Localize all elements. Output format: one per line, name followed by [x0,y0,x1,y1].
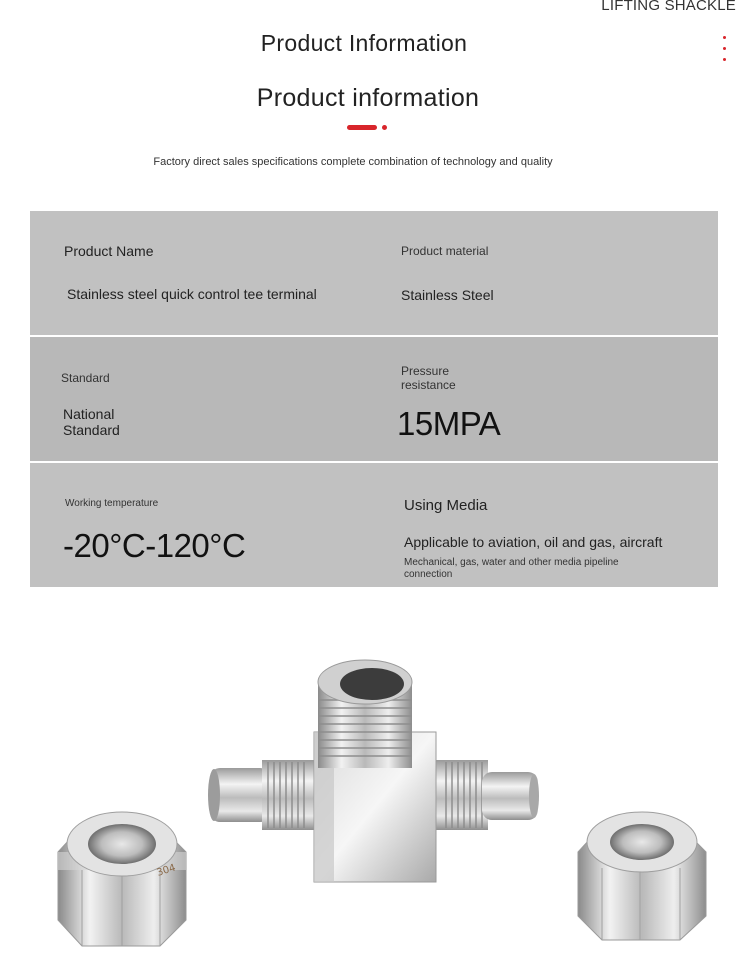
page-title: Product Information [260,30,468,56]
section-title: Product information [256,84,480,112]
product-name-value: Stainless steel quick control tee terminal [67,286,317,302]
product-photo [0,620,750,960]
pressure-label [401,364,456,392]
spec-row-name-material [30,211,718,337]
temp-value: -20°C-120°C [63,527,246,564]
media-note-line1: Mechanical, gas, water and other media pipeline [404,557,619,568]
media-value: Applicable to aviation, oil and gas, aircraft [404,534,663,550]
media-note [404,557,619,581]
standard-label: Standard [61,371,110,385]
media-note-line2: connection [404,569,453,580]
material-value: Stainless Steel [401,287,494,303]
standard-value-line2: Standard [63,422,120,438]
pressure-value: 15MPA [397,405,501,442]
standard-value [63,406,120,438]
nut-stamp: 304 [155,862,178,879]
temp-label: Working temperature [65,498,159,509]
pressure-label-line1: Pressure [401,364,450,378]
tagline: Factory direct sales specifications complete combination of technology and quality [153,156,553,168]
media-label: Using Media [404,497,488,514]
brand-name: LIFTING SHACKLE [601,0,736,14]
product-name-label: Product Name [64,243,154,259]
spec-row-standard-pressure [30,337,718,463]
left-hex-nut [58,812,186,946]
tee-fitting [208,660,539,882]
spec-row-temp-media [30,463,718,589]
spec-table [30,211,718,589]
material-label: Product material [401,244,489,258]
standard-value-line1: National [63,406,115,422]
right-hex-nut [578,812,706,940]
pressure-label-line2: resistance [401,378,456,392]
